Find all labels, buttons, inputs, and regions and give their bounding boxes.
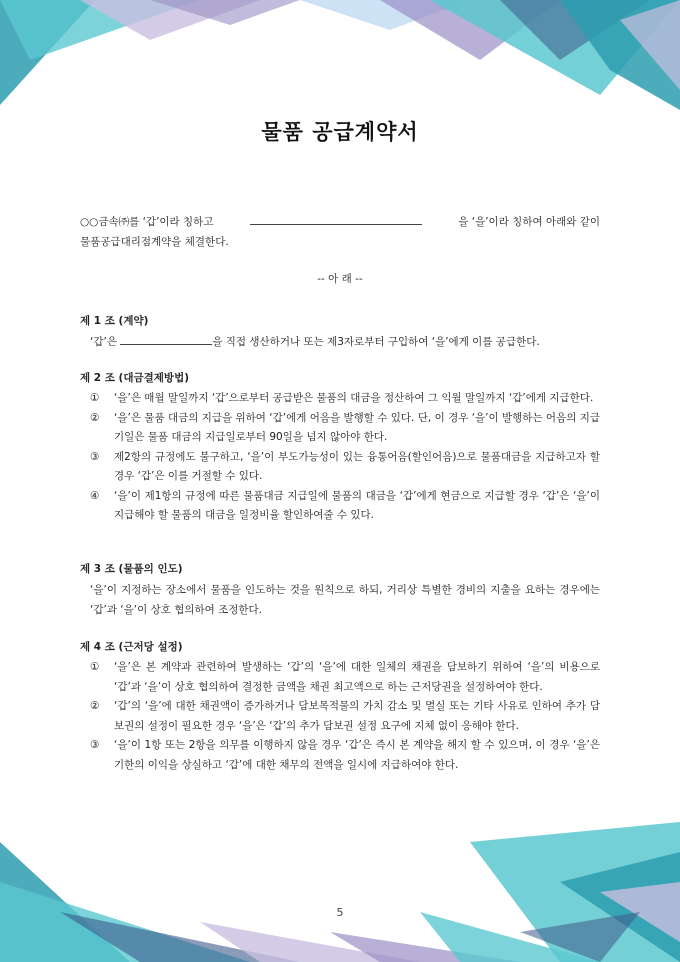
list-item: [80, 487, 600, 526]
item-number: ②: [90, 700, 100, 712]
item-text: ‘을’은 본 계약과 관련하여 발생하는 ‘갑’의 ‘을’에 대한 일체의 채권을 담보하기 위하여 ‘을’의 비용으로 ‘갑’과 ‘을’이 상호 협의하여 결정한 금액을 채권 최고액으로 하는 근저당권을 설정하여야 한다.: [114, 661, 600, 693]
intro-line-2: 물품공급대리점계약을 체결한다.: [80, 236, 229, 248]
item-text: ‘을’은 물품 대금의 지급을 위하여 ‘갑’에게 어음을 발행할 수 있다. 단, 이 경우 ‘을’이 발행하는 어음의 지급기일은 물품 대금의 지급일로부터 90일을 넘지 않아야 한다.: [114, 411, 600, 443]
item-text: ‘을’이 1항 또는 2항을 의무를 이행하지 않을 경우 ‘갑’은 즉시 본 계약을 해지 할 수 있으며, 이 경우 ‘을’은 기한의 이익을 상실하고 ‘갑’에 대한 채무의 전액을 일시에 지급하여야 한다.: [114, 739, 600, 771]
item-text: 제2항의 규정에도 불구하고, ‘을’이 부도가능성이 있는 융통어음(할인어음)으로 물품대금을 지급하고자 할 경우 ‘갑’은 이를 거절할 수 있다.: [114, 450, 600, 482]
item-number: ③: [90, 450, 100, 463]
list-item: [80, 658, 600, 697]
article-1-suffix: 을 직접 생산하거나 또는 제3자로부터 구입하여 ‘을’에게 이를 공급한다.: [212, 336, 540, 348]
article-2: [80, 369, 600, 526]
article-4: [80, 638, 600, 775]
list-item: [80, 736, 600, 775]
article-3: [80, 560, 600, 620]
footer-decoration: [0, 822, 680, 962]
list-item: [80, 697, 600, 736]
article-1-prefix: ‘갑’은: [90, 336, 117, 348]
article-body: ‘을’이 지정하는 장소에서 물품을 인도하는 것을 원칙으로 하되, 거리상 특별한 경비의 지출을 요하는 경우에는 ‘갑’과 ‘을’이 상호 협의하여 조정한다.: [90, 584, 600, 616]
item-blank: [120, 332, 212, 345]
article-title: 제 2 조 (대금결제방법): [80, 372, 190, 384]
item-text: ‘을’은 매월 말일까지 ‘갑’으로부터 공급받은 물품의 대금을 정산하여 그 익월 말일까지 ‘갑’에게 지급한다.: [114, 392, 594, 404]
intro-paragraph: [80, 212, 600, 252]
item-number: ①: [90, 392, 100, 404]
article-1: [80, 312, 600, 352]
article-title: 제 4 조 (근저당 설정): [80, 641, 183, 653]
center-note: -- 아 래 --: [317, 273, 363, 285]
article-body: [80, 332, 600, 352]
article-title: 제 3 조 (물품의 인도): [80, 563, 183, 575]
item-number: ①: [90, 661, 100, 673]
intro-party-b-suffix: 을 ‘을’이라 칭하여 아래와 같이: [458, 216, 600, 228]
item-number: ③: [90, 739, 100, 751]
intro-party-a: ○○금속㈜를 ‘갑’이라 칭하고: [80, 216, 214, 228]
item-text: ‘갑’의 ‘을’에 대한 채권액이 증가하거나 담보목적물의 가치 감소 및 멸실 또는 기타 사유로 인하여 추가 담보권의 설정이 필요한 경우 ‘을’은 ‘갑’의 추가 담보권 설정 요구에 지체 없이 응해야 한다.: [114, 700, 600, 732]
article-title: 제 1 조 (계약): [80, 315, 149, 327]
item-number: ②: [90, 411, 100, 424]
document-title: 물품 공급계약서: [261, 120, 419, 144]
list-item: [80, 409, 600, 448]
page-number: 5: [336, 906, 344, 919]
item-text: ‘을’이 제1항의 규정에 따른 물품대금 지급일에 물품의 대금을 ‘갑’에게 현금으로 지급할 경우 ‘갑’은 ‘을’이 지급해야 할 물품의 대금을 일정비율 할인하여줄 수 있다.: [114, 489, 600, 521]
item-number: ④: [90, 489, 100, 502]
list-item: [80, 389, 600, 409]
list-item: [80, 448, 600, 487]
party-b-blank: [250, 212, 422, 225]
header-decoration: [0, 0, 680, 110]
